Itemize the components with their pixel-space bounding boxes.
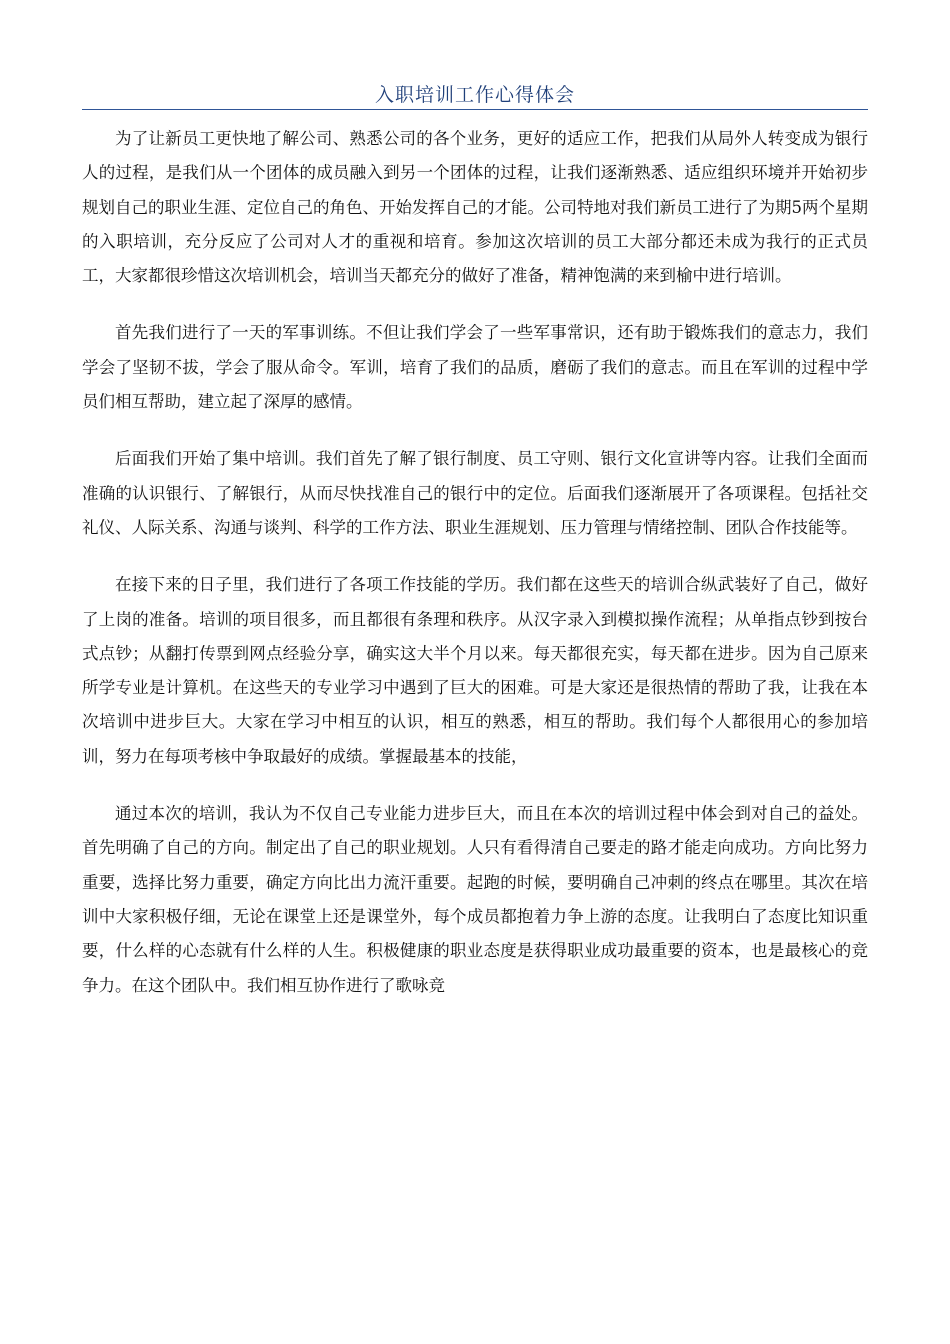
- document-title: 入职培训工作心得体会: [374, 84, 575, 106]
- paragraph-4: 在接下来的日子里，我们进行了各项工作技能的学历。我们都在这些天的培训合纵武装好了自己，做好了上岗的准备。培训的项目很多，而且都很有条理和秩序。从汉字录入到模拟操作流程；从单指点钞到按台式点钞；从翻打传票到网点经验分享，确实这大半个月以来。每天都很充实，每天都在进步。因为自己原来所学专业是计算机。在这些天的专业学习中遇到了巨大的困难。可是大家还是很热情的帮助了我，让我在本次培训中进步巨大。大家在学习中相互的认识，相互的熟悉，相互的帮助。我们每个人都很用心的参加培训，努力在每项考核中争取最好的成绩。掌握最基本的技能，: [82, 575, 868, 766]
- paragraph-2: 首先我们进行了一天的军事训练。不但让我们学会了一些军事常识，还有助于锻炼我们的意志力，我们学会了坚韧不拔，学会了服从命令。军训，培育了我们的品质，磨砺了我们的意志。而且在军训的过程中学员们相互帮助，建立起了深厚的感情。: [82, 323, 868, 412]
- paragraph-3: 后面我们开始了集中培训。我们首先了解了银行制度、员工守则、银行文化宣讲等内容。让我们全面而准确的认识银行、了解银行，从而尽快找准自己的银行中的定位。后面我们逐渐展开了各项课程。包括社交礼仪、人际关系、沟通与谈判、科学的工作方法、职业生涯规划、压力管理与情绪控制、团队合作技能等。: [82, 449, 868, 537]
- paragraph-5: 通过本次的培训，我认为不仅自己专业能力进步巨大，而且在本次的培训过程中体会到对自己的益处。首先明确了自己的方向。制定出了自己的职业规划。人只有看得清自己要走的路才能走向成功。方向比努力重要，选择比努力重要，确定方向比出力流汗重要。起跑的时候，要明确自己冲刺的终点在哪里。其次在培训中大家积极仔细，无论在课堂上还是课堂外，每个成员都抱着力争上游的态度。让我明白了态度比知识重要，什么样的心态就有什么样的人生。积极健康的职业态度是获得职业成功最重要的资本，也是最核心的竞争力。在这个团队中。我们相互协作进行了歌咏竞: [82, 804, 868, 995]
- paragraph-1: 为了让新员工更快地了解公司、熟悉公司的各个业务，更好的适应工作，把我们从局外人转变成为银行人的过程，是我们从一个团体的成员融入到另一个团体的过程，让我们逐渐熟悉、适应组织环境并开始初步规划自己的职业生涯、定位自己的角色、开始发挥自己的才能。公司特地对我们新员工进行了为期5两个星期的入职培训，充分反应了公司对人才的重视和培育。参加这次培训的员工大部分都还未成为我行的正式员工，大家都很珍惜这次培训机会，培训当天都充分的做好了准备，精神饱满的来到榆中进行培训。: [82, 129, 868, 286]
- document-body: [82, 122, 868, 1026]
- title-underline: [82, 109, 868, 110]
